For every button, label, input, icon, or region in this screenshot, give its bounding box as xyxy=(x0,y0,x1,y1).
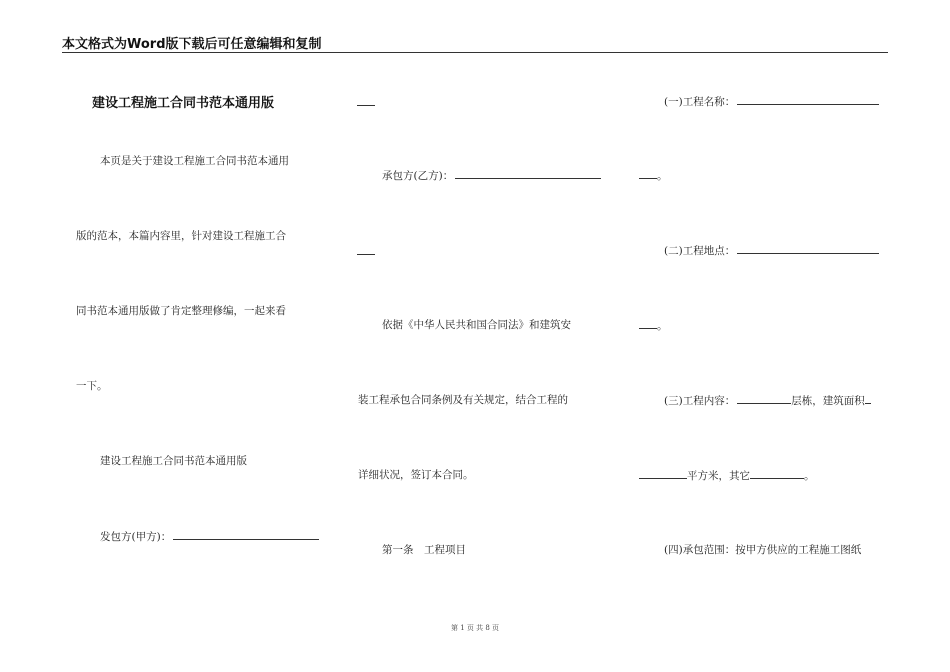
item-2-label: (二)工程地点： xyxy=(664,245,736,257)
basis-line-2: 装工程承包合同条例及有关规定，结合工程的 xyxy=(358,394,568,406)
item-2-end-mark: 。 xyxy=(657,320,668,332)
item-1-continuation xyxy=(639,168,668,183)
party-b-field xyxy=(382,168,601,183)
intro-line-4: 一下。 xyxy=(76,380,108,392)
item-1-field xyxy=(664,94,879,109)
item-4-scope: (四)承包范围：按甲方供应的工程施工图纸 xyxy=(664,544,862,556)
continuation-blank-2 xyxy=(357,254,375,255)
contract-subtitle: 建设工程施工合同书范本通用版 xyxy=(100,455,247,467)
continuation-blank-1 xyxy=(357,105,375,106)
header-rule xyxy=(62,52,888,53)
party-a-blank xyxy=(173,529,319,540)
basis-line-3: 详细状况，签订本合同。 xyxy=(358,469,474,481)
party-b-blank xyxy=(455,168,601,179)
item-3-floors-blank xyxy=(737,393,791,404)
party-a-field xyxy=(100,529,319,544)
article-1-heading: 第一条 工程项目 xyxy=(382,544,466,556)
item-2-blank xyxy=(737,243,879,254)
page-footer: 第 1 页 共 8 页 xyxy=(450,624,500,632)
item-2-field xyxy=(664,243,879,258)
item-1-blank xyxy=(737,94,879,105)
item-1-end-mark: 。 xyxy=(657,170,668,182)
party-b-label: 承包方(乙方)： xyxy=(382,170,454,182)
item-3-mid-2: 平方米，其它 xyxy=(687,470,750,482)
intro-line-1: 本页是关于建设工程施工合同书范本通用 xyxy=(100,155,289,167)
intro-line-2: 版的范本，本篇内容里，针对建设工程施工合 xyxy=(76,230,286,242)
item-3-area-blank-start xyxy=(865,393,871,404)
intro-line-3: 同书范本通用版做了肯定整理修编，一起来看 xyxy=(76,305,286,317)
item-3-area-blank xyxy=(639,468,687,479)
item-3-label: (三)工程内容： xyxy=(664,395,736,407)
item-3-continuation xyxy=(639,468,815,483)
item-1-label: (一)工程名称： xyxy=(664,96,736,108)
item-3-other-blank xyxy=(750,468,804,479)
party-a-label: 发包方(甲方)： xyxy=(100,531,172,543)
item-3-mid-1: 层栋，建筑面积 xyxy=(791,395,865,407)
item-2-continuation-blank xyxy=(639,318,657,329)
item-2-continuation xyxy=(639,318,668,333)
basis-line-1: 依据《中华人民共和国合同法》和建筑安 xyxy=(382,319,571,331)
item-1-continuation-blank xyxy=(639,168,657,179)
document-title: 建设工程施工合同书范本通用版 xyxy=(92,96,275,111)
item-3-end-mark: 。 xyxy=(804,470,815,482)
header-note: 本文格式为Word版下载后可任意编辑和复制 xyxy=(62,37,322,52)
item-3-field xyxy=(664,393,871,408)
